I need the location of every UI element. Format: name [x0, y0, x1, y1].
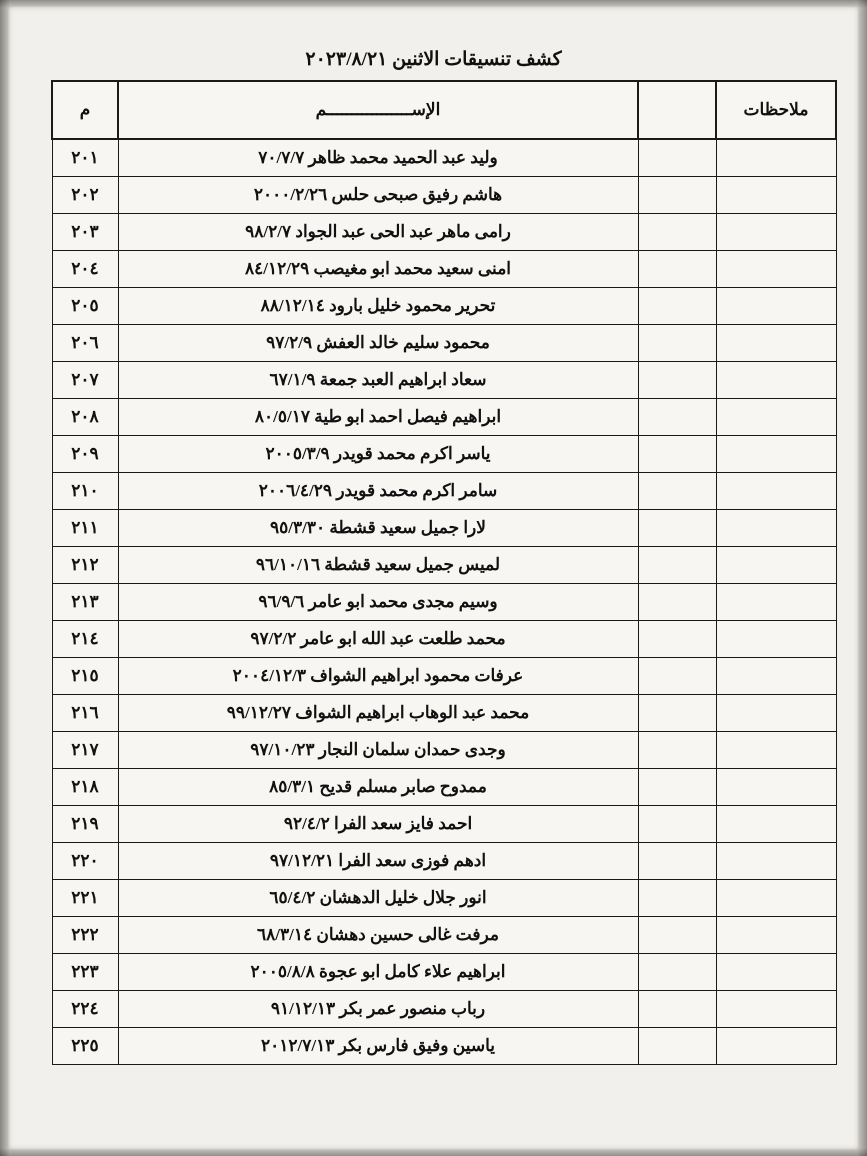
cell-number: ٢٠٤ [52, 251, 118, 288]
table-row [52, 325, 836, 362]
cell-notes [716, 362, 836, 399]
table-row [52, 806, 836, 843]
cell-name: وجدى حمدان سلمان النجار ٩٧/١٠/٢٣ [118, 732, 638, 769]
cell-notes [716, 658, 836, 695]
table-row [52, 473, 836, 510]
cell-blank [638, 288, 716, 325]
table-row [52, 288, 836, 325]
cell-name: سعاد ابراهيم العبد جمعة ٦٧/١/٩ [118, 362, 638, 399]
cell-number: ٢٠٩ [52, 436, 118, 473]
cell-name: ادهم فوزى سعد الفرا ٩٧/١٢/٢١ [118, 843, 638, 880]
cell-notes [716, 251, 836, 288]
table-row [52, 139, 836, 177]
cell-blank [638, 362, 716, 399]
cell-blank [638, 843, 716, 880]
cell-name: محمود سليم خالد العفش ٩٧/٢/٩ [118, 325, 638, 362]
cell-name: وسيم مجدى محمد ابو عامر ٩٦/٩/٦ [118, 584, 638, 621]
cell-notes [716, 880, 836, 917]
cell-number: ٢٠١ [52, 139, 118, 177]
cell-blank [638, 251, 716, 288]
table-row [52, 917, 836, 954]
cell-notes [716, 732, 836, 769]
cell-blank [638, 510, 716, 547]
cell-name: ابراهيم علاء كامل ابو عجوة ٢٠٠٥/٨/٨ [118, 954, 638, 991]
column-header-blank [638, 81, 716, 139]
cell-notes [716, 806, 836, 843]
table-row [52, 658, 836, 695]
cell-number: ٢١٢ [52, 547, 118, 584]
cell-notes [716, 917, 836, 954]
scan-edge-bottom [0, 1148, 867, 1156]
cell-name: لارا جميل سعيد قشطة ٩٥/٣/٣٠ [118, 510, 638, 547]
cell-blank [638, 177, 716, 214]
table-row [52, 769, 836, 806]
table-body [52, 139, 836, 1065]
cell-blank [638, 139, 716, 177]
cell-number: ٢٠٢ [52, 177, 118, 214]
cell-name: وليد عبد الحميد محمد ظاهر ٧٠/٧/٧ [118, 139, 638, 177]
column-header-name [118, 81, 638, 139]
cell-blank [638, 473, 716, 510]
cell-blank [638, 769, 716, 806]
cell-name: هاشم رفيق صبحى حلس ٢٠٠٠/٢/٢٦ [118, 177, 638, 214]
cell-blank [638, 954, 716, 991]
cell-notes [716, 288, 836, 325]
table-row [52, 1028, 836, 1065]
cell-notes [716, 954, 836, 991]
cell-name: تحرير محمود خليل بارود ٨٨/١٢/١٤ [118, 288, 638, 325]
cell-number: ٢١٠ [52, 473, 118, 510]
cell-number: ٢١٣ [52, 584, 118, 621]
cell-number: ٢٠٣ [52, 214, 118, 251]
cell-blank [638, 658, 716, 695]
paper-sheet [8, 6, 859, 1150]
table-row [52, 399, 836, 436]
cell-blank [638, 547, 716, 584]
cell-number: ٢١٤ [52, 621, 118, 658]
cell-blank [638, 584, 716, 621]
cell-blank [638, 806, 716, 843]
column-header-notes: ملاحظات [716, 81, 836, 139]
table-row [52, 991, 836, 1028]
cell-number: ٢٢٢ [52, 917, 118, 954]
column-header-name-label: الإســـــــــــــــــم [315, 100, 441, 119]
cell-name: امنى سعيد محمد ابو مغيصب ٨٤/١٢/٢٩ [118, 251, 638, 288]
cell-notes [716, 436, 836, 473]
cell-notes [716, 621, 836, 658]
table-row [52, 695, 836, 732]
coordinations-table [51, 80, 837, 1065]
cell-number: ٢١٦ [52, 695, 118, 732]
cell-blank [638, 695, 716, 732]
cell-notes [716, 769, 836, 806]
table-row [52, 584, 836, 621]
cell-name: ممدوح صابر مسلم قديح ٨٥/٣/١ [118, 769, 638, 806]
cell-notes [716, 139, 836, 177]
cell-number: ٢١٧ [52, 732, 118, 769]
cell-number: ٢٠٦ [52, 325, 118, 362]
cell-notes [716, 695, 836, 732]
scan-edge-left [0, 0, 10, 1156]
table-row [52, 547, 836, 584]
scan-edge-top [0, 0, 867, 8]
cell-number: ٢٠٧ [52, 362, 118, 399]
cell-notes [716, 325, 836, 362]
table-row [52, 621, 836, 658]
table-row [52, 732, 836, 769]
table-header [52, 81, 836, 139]
table-row [52, 251, 836, 288]
cell-number: ٢٢١ [52, 880, 118, 917]
table-row [52, 362, 836, 399]
cell-name: محمد عبد الوهاب ابراهيم الشواف ٩٩/١٢/٢٧ [118, 695, 638, 732]
table-row [52, 880, 836, 917]
cell-blank [638, 732, 716, 769]
cell-notes [716, 584, 836, 621]
cell-number: ٢١١ [52, 510, 118, 547]
cell-notes [716, 510, 836, 547]
cell-notes [716, 399, 836, 436]
cell-name: انور جلال خليل الدهشان ٦٥/٤/٢ [118, 880, 638, 917]
cell-name: رامى ماهر عبد الحى عبد الجواد ٩٨/٢/٧ [118, 214, 638, 251]
cell-number: ٢٢٠ [52, 843, 118, 880]
cell-notes [716, 547, 836, 584]
cell-name: ياسر اكرم محمد قويدر ٢٠٠٥/٣/٩ [118, 436, 638, 473]
cell-notes [716, 1028, 836, 1065]
table-row [52, 843, 836, 880]
cell-blank [638, 214, 716, 251]
cell-number: ٢٠٥ [52, 288, 118, 325]
cell-number: ٢٢٤ [52, 991, 118, 1028]
cell-name: لميس جميل سعيد قشطة ٩٦/١٠/١٦ [118, 547, 638, 584]
cell-blank [638, 621, 716, 658]
cell-notes [716, 214, 836, 251]
table-row [52, 177, 836, 214]
cell-number: ٢١٩ [52, 806, 118, 843]
cell-blank [638, 917, 716, 954]
cell-name: رباب منصور عمر بكر ٩١/١٢/١٣ [118, 991, 638, 1028]
cell-number: ٢١٨ [52, 769, 118, 806]
cell-name: محمد طلعت عبد الله ابو عامر ٩٧/٢/٢ [118, 621, 638, 658]
table-row [52, 436, 836, 473]
cell-number: ٢٢٣ [52, 954, 118, 991]
table-row [52, 954, 836, 991]
table-header-row [52, 81, 836, 139]
cell-notes [716, 473, 836, 510]
cell-notes [716, 177, 836, 214]
cell-blank [638, 991, 716, 1028]
cell-name: ياسين وفيق فارس بكر ٢٠١٢/٧/١٣ [118, 1028, 638, 1065]
cell-number: ٢٢٥ [52, 1028, 118, 1065]
page-title: كشف تنسيقات الاثنين ٢٠٢٣/٨/٢١ [305, 49, 562, 70]
scan-edge-right [857, 0, 867, 1156]
cell-name: سامر اكرم محمد قويدر ٢٠٠٦/٤/٢٩ [118, 473, 638, 510]
column-header-number: م [52, 81, 118, 139]
cell-name: ابراهيم فيصل احمد ابو طية ٨٠/٥/١٧ [118, 399, 638, 436]
cell-name: مرفت غالى حسين دهشان ٦٨/٣/١٤ [118, 917, 638, 954]
cell-number: ٢٠٨ [52, 399, 118, 436]
cell-blank [638, 1028, 716, 1065]
cell-blank [638, 880, 716, 917]
cell-name: احمد فايز سعد الفرا ٩٢/٤/٢ [118, 806, 638, 843]
cell-blank [638, 436, 716, 473]
cell-notes [716, 991, 836, 1028]
cell-name: عرفات محمود ابراهيم الشواف ٢٠٠٤/١٢/٣ [118, 658, 638, 695]
table-row [52, 214, 836, 251]
cell-notes [716, 843, 836, 880]
table-row [52, 510, 836, 547]
cell-number: ٢١٥ [52, 658, 118, 695]
cell-blank [638, 325, 716, 362]
cell-blank [638, 399, 716, 436]
